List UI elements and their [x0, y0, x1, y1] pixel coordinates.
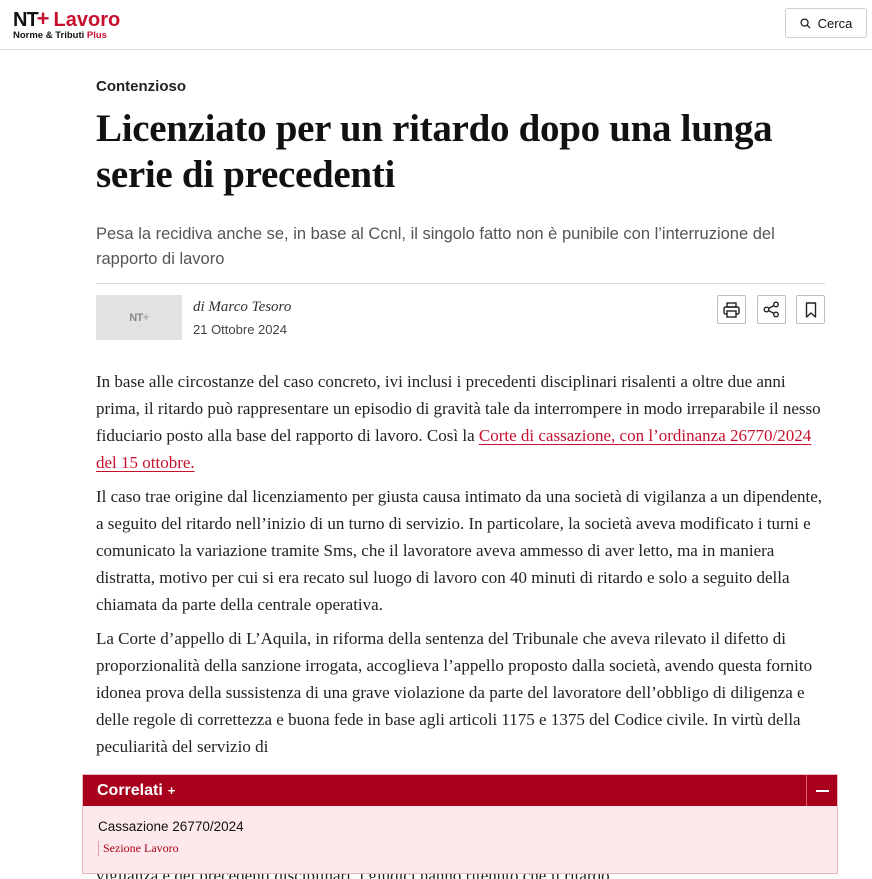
search-icon	[800, 18, 811, 29]
avatar-plus: +	[142, 311, 149, 324]
paragraph-text: In base alle circostanze del caso concreto, ivi inclusi i precedenti disciplinari risalenti a oltre due anni prima, il ritardo può rappresentare un episodio di gravità tale da interrompere in modo irreparabile il nesso fiduciario posto alla base del rapporto di lavoro. Così la	[96, 372, 821, 445]
related-title: Correlati	[97, 781, 163, 799]
author-name[interactable]: di Marco Tesoro	[193, 299, 292, 315]
ruling-link[interactable]: Corte di cassazione, con l’ordinanza 26770/2024 del 15 ottobre.	[96, 426, 812, 472]
logo-sub-main: Norme & Tributi	[13, 30, 85, 41]
site-header	[0, 0, 872, 50]
article-body	[96, 368, 826, 767]
related-item-title[interactable]: Cassazione 26770/2024	[98, 819, 244, 834]
minus-icon	[816, 790, 829, 792]
related-header[interactable]	[83, 775, 837, 806]
paragraph: La Corte d’appello di L’Aquila, in riforma della sentenza del Tribunale che aveva rilevato il difetto di proporzionalità della sanzione irrogata, accoglieva l’appello proposto dalla società, avendo questa fornito idonea prova della sussistenza di una grave violazione da parte del lavoratore dell’obbligo di diligenza e delle regole di correttezza e buona fede in base agli articoli 1175 e 1375 del Codice civile. In virtù della peculiarità del servizio di	[96, 629, 813, 756]
share-button[interactable]	[757, 295, 786, 324]
article-kicker[interactable]: Contenzioso	[96, 78, 186, 95]
bookmark-icon	[805, 302, 817, 318]
related-badge: +	[167, 783, 176, 798]
share-icon	[763, 301, 780, 318]
print-icon	[723, 302, 740, 318]
paragraph: Il caso trae origine dal licenziamento per giusta causa intimato da una società di vigilanza a un dipendente, a seguito del ritardo nell’inizio di un turno di servizio. In particolare, la società aveva modificato i turni e comunicato la variazione tramite Sms, che il lavoratore aveva ammesso di aver letto, ma in maniera distratta, motivo per cui si era recato sul luogo di lavoro con 40 minuti di ritardo e solo a seguito della chiamata da parte della centrale operativa.	[96, 487, 823, 614]
paragraph	[96, 368, 826, 476]
related-panel	[82, 774, 838, 874]
search-button[interactable]	[785, 8, 867, 38]
site-logo[interactable]	[13, 6, 121, 41]
avatar-brand: NT	[129, 311, 143, 324]
divider	[96, 283, 825, 284]
collapse-button[interactable]	[806, 775, 837, 806]
author-avatar	[96, 295, 182, 340]
logo-name: Lavoro	[53, 9, 121, 31]
print-button[interactable]	[717, 295, 746, 324]
bookmark-button[interactable]	[796, 295, 825, 324]
article-title: Licenziato per un ritardo dopo una lunga serie di precedenti	[96, 107, 773, 196]
logo-brand: NT	[13, 9, 38, 31]
logo-subtitle	[13, 30, 120, 41]
article-date: 21 Ottobre 2024	[193, 322, 287, 337]
related-item-section[interactable]: Sezione Lavoro	[98, 841, 179, 856]
article-subtitle: Pesa la recidiva anche se, in base al Ccnl, il singolo fatto non è punibile con l’interruzione del rapporto di lavoro	[96, 225, 775, 268]
search-label: Cerca	[817, 15, 853, 31]
logo-sub-plus: Plus	[86, 30, 107, 41]
logo-plus: +	[36, 6, 50, 31]
